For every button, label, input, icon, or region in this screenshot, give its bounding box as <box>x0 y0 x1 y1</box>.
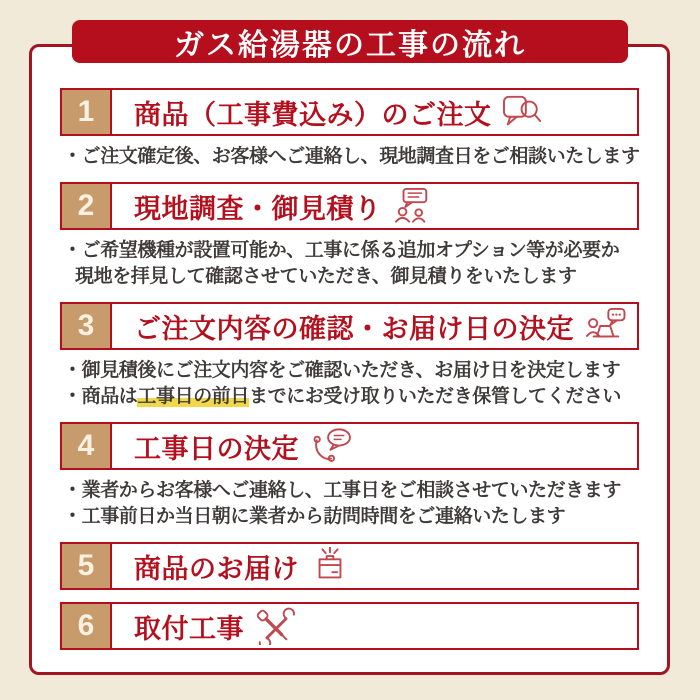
step-title-wrap <box>112 604 296 648</box>
description-text: までにお受け取りいただき保管してください <box>249 386 622 407</box>
step-description-line <box>63 384 637 410</box>
steps-list <box>60 88 639 650</box>
step-title-wrap <box>112 184 434 228</box>
description-text: ・御見積後にご注文内容をご確認いただき、お届け日を決定します <box>63 360 621 381</box>
site-survey-icon <box>392 187 434 225</box>
step-number: 6 <box>62 604 112 648</box>
step-title: 商品（工事費込み）のご注文 <box>134 99 492 130</box>
step-number: 5 <box>62 544 112 588</box>
step-title-bar <box>60 602 639 650</box>
step <box>60 302 639 410</box>
step-number: 2 <box>62 184 112 228</box>
step-title: 商品のお届け <box>134 553 299 584</box>
step-number: 3 <box>62 304 112 348</box>
step <box>60 542 639 590</box>
step <box>60 182 639 290</box>
step-title: 工事日の決定 <box>134 433 299 464</box>
step-title-wrap <box>112 90 544 134</box>
step-description-line <box>63 238 637 264</box>
step-title-wrap <box>112 424 351 468</box>
installation-tools-icon <box>254 607 296 645</box>
step-title: 現地調査・御見積り <box>134 193 382 224</box>
step <box>60 422 639 530</box>
step-title-bar <box>60 88 639 136</box>
description-text: ・ご注文確定後、お客様へご連絡し、現地調査日をご相談いたします <box>63 146 640 167</box>
step <box>60 88 639 170</box>
step-title-bar <box>60 422 639 470</box>
step-description-line <box>63 504 637 530</box>
page-title: ガス給湯器の工事の流れ <box>174 28 526 62</box>
step-description-line <box>63 358 637 384</box>
step-title-wrap <box>112 304 626 348</box>
step-description <box>63 478 637 530</box>
step-description-line <box>63 478 637 504</box>
order-confirm-icon <box>584 307 626 345</box>
description-text: ・工事前日か当日朝に業者から訪問時間をご連絡いたします <box>63 506 566 527</box>
steps-panel <box>29 44 670 675</box>
step-description-line <box>63 264 637 290</box>
description-text: ・ご希望機種が設置可能か、工事に係る追加オプション等が必要か <box>63 240 620 261</box>
order-search-icon <box>502 93 544 131</box>
step-description <box>63 144 640 170</box>
page-title-banner <box>72 20 628 63</box>
step-description <box>63 358 637 410</box>
step-description-line <box>63 144 640 170</box>
step <box>60 602 639 650</box>
description-text: ・商品は <box>63 386 138 407</box>
phone-contact-icon <box>309 427 351 465</box>
step-description <box>63 238 637 290</box>
description-text: ・業者からお客様へご連絡し、工事日をご相談させていただきます <box>63 480 622 501</box>
description-text: 現地を拝見して確認させていただき、御見積りをいたします <box>75 266 577 287</box>
step-title-bar <box>60 542 639 590</box>
highlighted-text: 工事日の前日 <box>137 386 250 407</box>
step-title: 取付工事 <box>134 613 244 644</box>
package-delivery-icon <box>309 547 351 585</box>
step-number: 4 <box>62 424 112 468</box>
step-title-bar <box>60 302 639 350</box>
step-title: ご注文内容の確認・お届け日の決定 <box>134 313 574 344</box>
step-number: 1 <box>62 90 112 134</box>
step-title-bar <box>60 182 639 230</box>
step-title-wrap <box>112 544 351 588</box>
